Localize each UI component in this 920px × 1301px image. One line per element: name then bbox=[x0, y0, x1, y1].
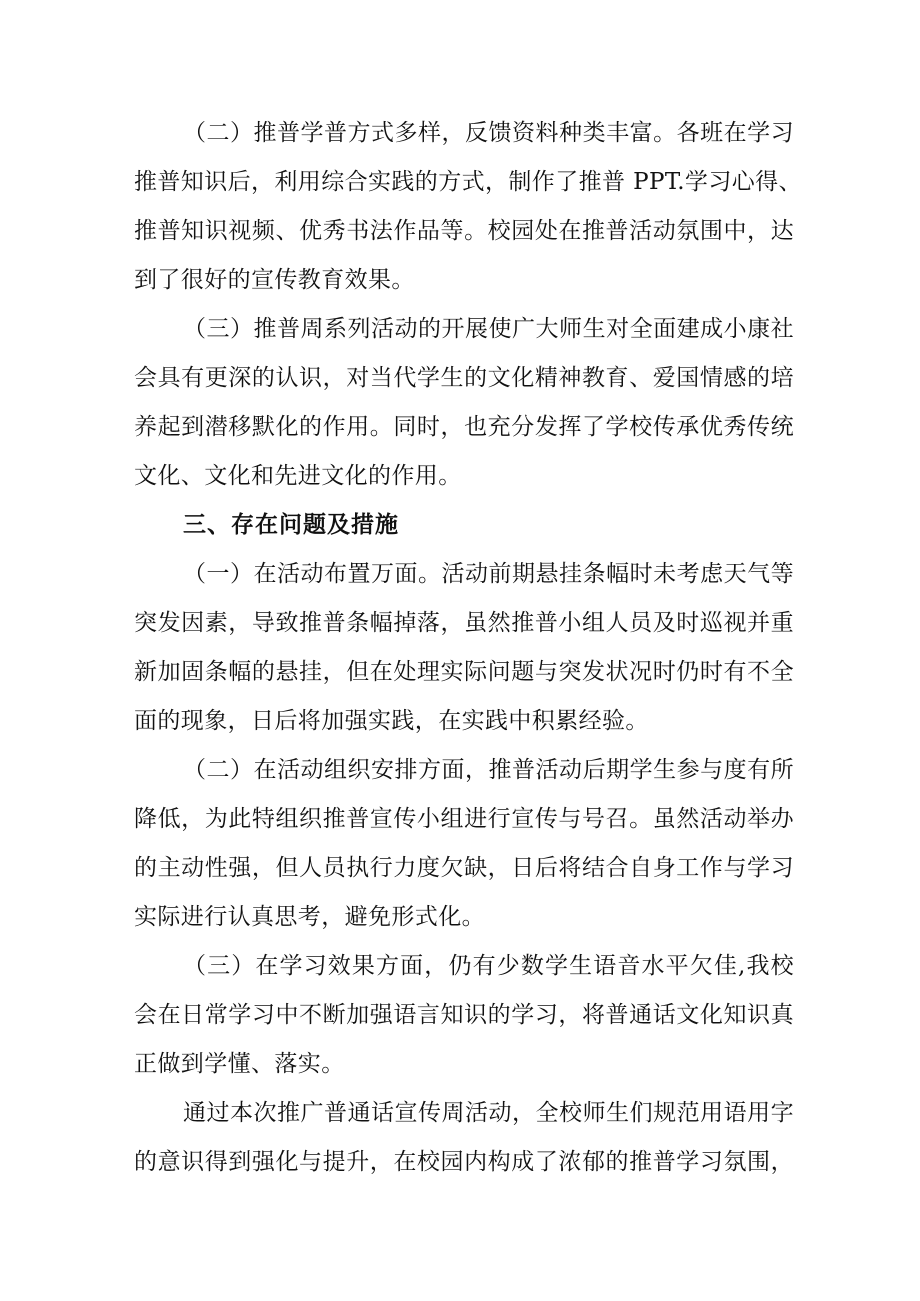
paragraph-line: （三）推普周系列活动的开展使广大师生对全面建成小康社 bbox=[183, 316, 794, 342]
paragraph-line: （三）在学习效果方面，仍有少数学生语音水平欠佳,我校 bbox=[183, 953, 794, 979]
paragraph-line: （一）在活动布置万面。活动前期悬挂条幅时未考虑天气等 bbox=[183, 561, 794, 587]
paragraph-line: （二）推普学普方式多样，反馈资料种类丰富。各班在学习 bbox=[183, 120, 794, 146]
paragraph-line: 的主动性强，但人员执行力度欠缺，日后将结合自身工作与学习 bbox=[134, 855, 794, 881]
paragraph-line: 面的现象，日后将加强实践，在实践中积累经验。 bbox=[134, 708, 649, 734]
paragraph-line: 会在日常学习中不断加强语言知识的学习，将普通话文化知识真 bbox=[134, 1002, 794, 1028]
paragraph-line: （二）在活动组织安排方面，推普活动后期学生参与度有所 bbox=[183, 757, 794, 783]
paragraph-line: 突发因素，导致推普条幅掉落，虽然推普小组人员及时巡视并重 bbox=[134, 610, 794, 636]
paragraph-line: 正做到学懂、落实。 bbox=[134, 1051, 345, 1077]
paragraph-line: 文化、文化和先进文化的作用。 bbox=[134, 463, 462, 489]
section-heading: 三、存在问题及措施 bbox=[183, 511, 399, 538]
paragraph-line: 推普知识视频、优秀书法作品等。校园处在推普活动氛围中，达 bbox=[134, 218, 794, 244]
paragraph-line: 到了很好的宣传教育效果。 bbox=[134, 267, 415, 293]
paragraph-line: 养起到潜移默化的作用。同时，也充分发挥了学校传承优秀传统 bbox=[134, 414, 794, 440]
paragraph-line: 实际进行认真思考，避免形式化。 bbox=[134, 904, 485, 930]
paragraph-line: 通过本次推广普通话宣传周活动，全校师生们规范用语用字 bbox=[183, 1100, 794, 1126]
paragraph-line: 降低，为此特组织推普宣传小组进行宣传与号召。虽然活动举办 bbox=[134, 806, 794, 832]
paragraph-line: 新加固条幅的悬挂，但在处理实际问题与突发状况时仍时有不全 bbox=[134, 659, 794, 685]
paragraph-line: 会具有更深的认识，对当代学生的文化精神教育、爱国情感的培 bbox=[134, 365, 794, 391]
paragraph-line: 的意识得到强化与提升，在校园内构成了浓郁的推普学习氛围， bbox=[134, 1149, 794, 1175]
paragraph-line: 推普知识后，利用综合实践的方式，制作了推普 PPT.学习心得、 bbox=[134, 169, 802, 195]
